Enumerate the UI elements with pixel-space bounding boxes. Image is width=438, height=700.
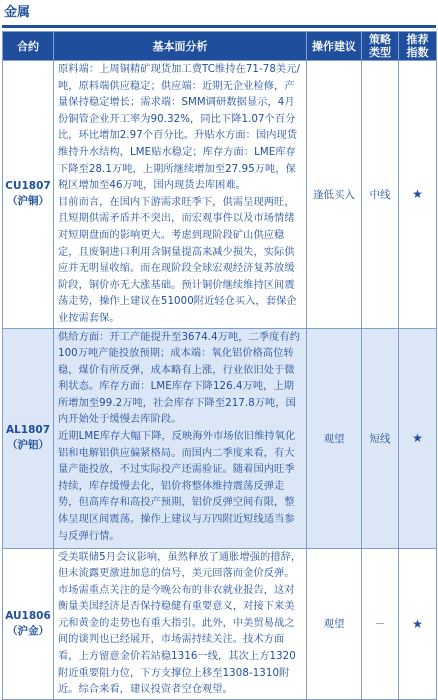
rating-star-icon: ★ <box>399 548 437 699</box>
header-advice: 操作建议 <box>307 32 362 61</box>
contract-name: （沪铜） <box>7 195 49 208</box>
header-contract: 合约 <box>3 32 54 61</box>
table-row-au1806 <box>3 548 437 699</box>
section-title: 金属 <box>4 5 31 20</box>
header-rating: 推荐 指数 <box>399 32 437 61</box>
strategy-type-cell: － <box>362 548 399 699</box>
contract-cell <box>3 548 54 699</box>
analysis-paragraph: 近期LME库存大幅下降，反映海外市场依旧维持氧化铝和电解铝供应偏紧格局。而国内二季度来看，有大量产能投放，不过实际投产还需验证。随着国内旺季持续，库存缓慢去化，铝价将整体维持震荡反弹走势，但高库存和高投产预期，铝价反弹空间有限，整体呈现区间震荡。操作上建议与万四附近短线适当参与反弹行情。 <box>58 431 296 542</box>
advice-cell: 观望 <box>307 548 362 699</box>
analysis-paragraph: 受美联储5月会议影响，虽然释放了通胀增强的措辞，但未流露更激进加息的信号，美元回落而金价反弹。市场需重点关注的是今晚公布的非农就业报告，这对衡量美国经济是否保持稳健有重要意义，对接下来美元和黄金的走势也有重大指引。此外，中美贸易战之间的谈判也已经展开，市场需持续关注。技术方面看，上方留意金价若站稳1316一线，其次上方1320附近重要阻力位，下方支撑位上移至1308-1310附近。综合来看，建议投资者空仓观望。 <box>58 551 302 696</box>
analysis-cell <box>54 548 307 699</box>
contract-cell <box>3 328 54 548</box>
contract-code: AU1806 <box>5 609 51 622</box>
header-analysis: 基本面分析 <box>54 32 307 61</box>
header-strategy-type: 策略 类型 <box>362 32 399 61</box>
table-header-row <box>3 32 437 61</box>
analysis-cell <box>54 61 307 329</box>
table-row-al1807 <box>3 328 437 548</box>
rating-star-icon: ★ <box>399 61 437 329</box>
strategy-type-cell: 中线 <box>362 61 399 329</box>
analysis-paragraph: 原料端：上周铜精矿现货加工费TC维持在71-78美元/吨，原料端供应稳定；供应端：近期无企业检修，产量保持稳定增长；需求端：SMM调研数据显示，4月份铜管企业开工率为90.32%，同比下降1.07个百分比，环比增加2.97个百分比。升贴水方面：国内现货维持升水结构，LME贴水稳定；库存方面：LME库存下降至28.1万吨，上期所继续增加至27.95万吨，保税区增加至46万吨，国内现货去库困难。 <box>58 64 301 192</box>
contract-code: AL1807 <box>5 424 51 436</box>
contract-name: （沪金） <box>7 624 49 637</box>
analysis-cell <box>54 328 307 548</box>
analysis-paragraph: 目前而言，在国内下游需求旺季下，供需呈现两旺，且短期供需矛盾并不突出，而宏观事件以及市场情绪对短期盘面的影响更大。考虑到现阶段矿山供应稳定，且废铜进口利用含铜量提高来减少损失，实际供应并无明显收缩。而在现阶段全球宏观经济复苏放缓阶段，铜价亦无大涨基础。预计铜价继续维持区间震荡走势，操作上建议在51000附近轻仓买入，套保企业按需套保。 <box>58 196 297 324</box>
contract-cell <box>3 61 54 329</box>
table-row-cu1807 <box>3 61 437 329</box>
analysis-paragraph: 供给方面：开工产能提升至3674.4万吨，二季度有约100万吨产能投放预期；成本端：氧化铝价格高位转稳，煤价有所反弹，成本略有上涨，行业依旧处于微利状态。库存方面：LME库存下降126.4万吨，上期所增加至99.2万吨，社会库存下降至217.8万吨，国内开始处于缓慢去库阶段。 <box>58 331 300 426</box>
section-divider <box>2 25 436 28</box>
contract-name: （沪铝） <box>7 439 49 451</box>
advice-cell: 逢低买入 <box>307 61 362 329</box>
rating-star-icon: ★ <box>399 328 437 548</box>
contract-code: CU1807 <box>5 180 51 193</box>
strategy-type-cell: 短线 <box>362 328 399 548</box>
advice-cell: 观望 <box>307 328 362 548</box>
metals-analysis-table <box>2 31 437 700</box>
